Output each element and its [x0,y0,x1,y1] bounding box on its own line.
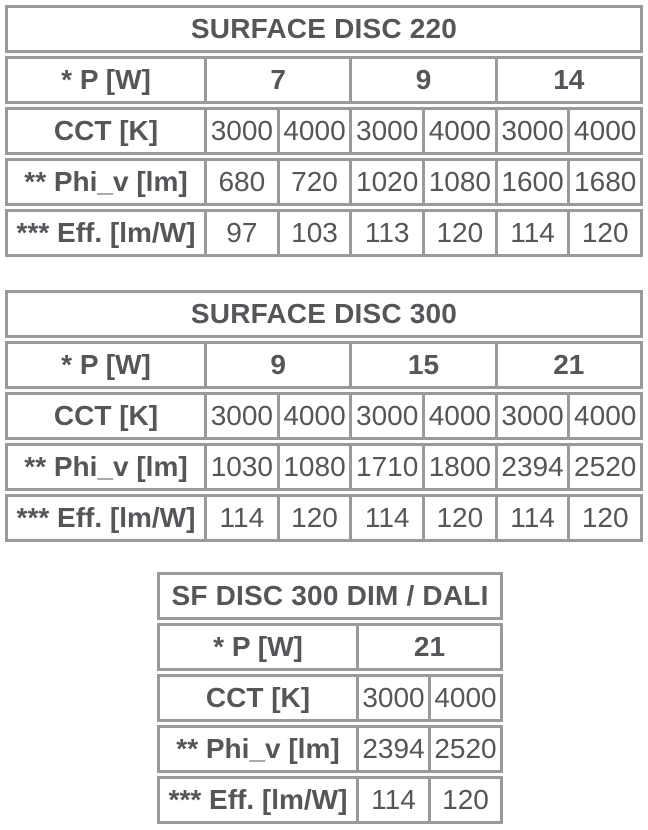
eff-value: 114 [356,779,428,821]
phi-value: 1080 [277,446,350,488]
phi-value: 1680 [567,161,640,203]
eff-value: 120 [277,497,350,539]
phi-value: 1710 [349,446,422,488]
row-label: * P [W] [61,349,151,380]
power-value: 21 [356,626,500,668]
power-value: 21 [495,344,640,386]
row-label: *** Eff. [lm/W] [168,784,348,815]
eff-value: 114 [495,212,568,254]
table-title: SF DISC 300 DIM / DALI [171,580,489,611]
eff-value: 114 [495,497,568,539]
cct-value: 3000 [356,677,428,719]
power-value: 7 [204,59,349,101]
row-label: CCT [K] [53,400,159,431]
cct-value: 3000 [495,395,568,437]
row-label: ** Phi_v [lm] [24,166,188,197]
cct-value: 4000 [277,395,350,437]
eff-value: 103 [277,212,350,254]
cct-value: 4000 [422,395,495,437]
title-row [5,5,643,53]
row-label: ** Phi_v [lm] [24,451,188,482]
phi-row [157,725,503,773]
phi-value: 1600 [495,161,568,203]
power-value: 14 [495,59,640,101]
cct-value: 4000 [567,110,640,152]
title-row [5,290,643,338]
eff-value: 97 [204,212,277,254]
eff-row [157,776,503,824]
phi-value: 1030 [204,446,277,488]
phi-value: 2394 [495,446,568,488]
row-label: ** Phi_v [lm] [176,733,340,764]
cct-value: 3000 [204,395,277,437]
power-row [157,623,503,671]
power-value: 15 [349,344,494,386]
eff-value: 120 [422,497,495,539]
phi-value: 720 [277,161,350,203]
phi-value: 1800 [422,446,495,488]
phi-row [5,443,643,491]
eff-value: 120 [567,497,640,539]
title-row [157,572,503,620]
phi-value: 680 [204,161,277,203]
eff-value: 120 [428,779,500,821]
cct-value: 3000 [349,395,422,437]
spec-table-surface-disc-300 [5,290,643,542]
phi-value: 2394 [356,728,428,770]
eff-row [5,209,643,257]
eff-row [5,494,643,542]
row-label: * P [W] [213,631,303,662]
power-value: 9 [204,344,349,386]
row-label: CCT [K] [205,682,311,713]
row-label: *** Eff. [lm/W] [16,502,196,533]
cct-value: 3000 [204,110,277,152]
cct-value: 4000 [428,677,500,719]
eff-value: 113 [349,212,422,254]
power-row [5,56,643,104]
spec-table-sf-disc-300-dim-dali [157,572,503,824]
phi-value: 2520 [428,728,500,770]
cct-value: 3000 [495,110,568,152]
cct-row [5,392,643,440]
cct-value: 4000 [422,110,495,152]
phi-row [5,158,643,206]
cct-row [157,674,503,722]
eff-value: 120 [422,212,495,254]
table-title: SURFACE DISC 220 [190,13,458,44]
power-row [5,341,643,389]
cct-value: 3000 [349,110,422,152]
power-value: 9 [349,59,494,101]
eff-value: 114 [349,497,422,539]
spec-table-surface-disc-220 [5,5,643,257]
eff-value: 114 [204,497,277,539]
cct-value: 4000 [567,395,640,437]
cct-value: 4000 [277,110,350,152]
row-label: CCT [K] [53,115,159,146]
row-label: * P [W] [61,64,151,95]
phi-value: 1020 [349,161,422,203]
row-label: *** Eff. [lm/W] [16,217,196,248]
phi-value: 1080 [422,161,495,203]
cct-row [5,107,643,155]
phi-value: 2520 [567,446,640,488]
table-title: SURFACE DISC 300 [190,298,458,329]
eff-value: 120 [567,212,640,254]
